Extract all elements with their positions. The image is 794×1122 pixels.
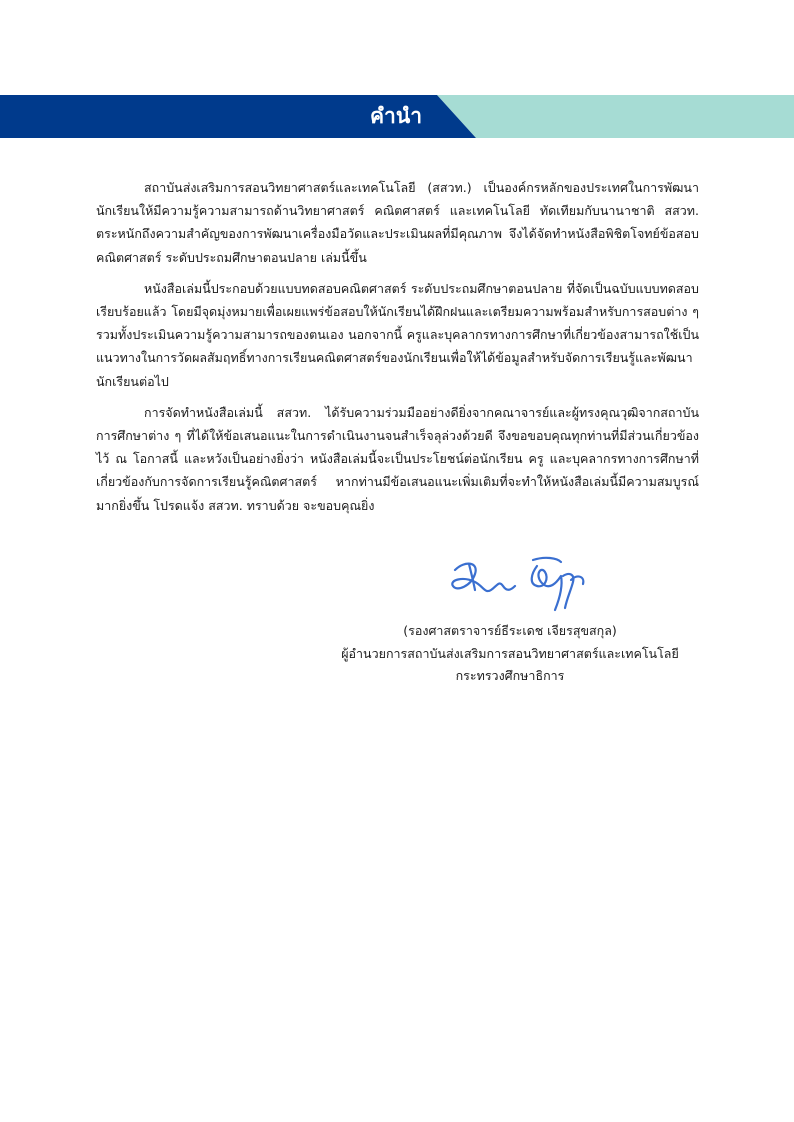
header-band-light <box>437 95 794 138</box>
signer-name: (รองศาสตราจารย์ธีระเดช เจียรสุขสกุล) <box>403 623 617 638</box>
handwritten-signature <box>445 552 595 614</box>
signoff <box>320 620 700 688</box>
paragraph-3: การจัดทำหนังสือเล่มนี้ สสวท. ได้รับความร่วมมืออย่างดียิ่งจากคณาจารย์และผู้ทรงคุณวุฒิจากสถาบันการศึกษาต่าง ๆ ที่ได้ให้ข้อเสนอแนะในการดำเนินงานจนสำเร็จลุล่วงด้วยดี จึงขอขอบคุณทุกท่านที่มีส่วนเกี่ยวข้องไว้ ณ โอกาสนี้ และหวังเป็นอย่างยิ่งว่า หนังสือเล่มนี้จะเป็นประโยชน์ต่อนักเรียน ครู และบุคลากรทางการศึกษาที่เกี่ยวข้องกับการจัดการเรียนรู้คณิตศาสตร์ หากท่านมีข้อเสนอแนะเพิ่มเติมที่จะทำให้หนังสือเล่มนี้มีความสมบูรณ์มากยิ่งขึ้น โปรดแจ้ง สสวท. ทราบด้วย จะขอบคุณยิ่ง <box>96 404 699 513</box>
signer-ministry: กระทรวงศึกษาธิการ <box>455 668 565 683</box>
paragraph-2: หนังสือเล่มนี้ประกอบด้วยแบบทดสอบคณิตศาสตร์ ระดับประถมศึกษาตอนปลาย ที่จัดเป็นฉบับแบบทดสอบเรียบร้อยแล้ว โดยมีจุดมุ่งหมายเพื่อเผยแพร่ข้อสอบให้นักเรียนได้ฝึกฝนและเตรียมความพร้อมสำหรับการสอบต่าง ๆ รวมทั้งประเมินความรู้ความสามารถของตนเอง นอกจากนี้ ครูและบุคลากรทางการศึกษาที่เกี่ยวข้องสามารถใช้เป็นแนวทางในการวัดผลสัมฤทธิ์ทางการเรียนคณิตศาสตร์ของนักเรียนเพื่อให้ได้ข้อมูลสำหรับจัดการเรียนรู้และพัฒนานักเรียนต่อไป <box>96 280 699 389</box>
signer-position: ผู้อำนวยการสถาบันส่งเสริมการสอนวิทยาศาสตร์และเทคโนโลยี <box>341 645 679 661</box>
paragraph-1: สถาบันส่งเสริมการสอนวิทยาศาสตร์และเทคโนโลยี (สสวท.) เป็นองค์กรหลักของประเทศในการพัฒนานักเรียนให้มีความรู้ความสามารถด้านวิทยาศาสตร์ คณิตศาสตร์ และเทคโนโลยี ทัดเทียมกับนานาชาติ สสวท. ตระหนักถึงความสำคัญของการพัฒนาเครื่องมือวัดและประเมินผลที่มีคุณภาพ จึงได้จัดทำหนังสือพิชิตโจทย์ข้อสอบคณิตศาสตร์ ระดับประถมศึกษาตอนปลาย เล่มนี้ขึ้น <box>96 180 699 265</box>
signature-graphic <box>445 552 595 614</box>
page-title: คำนำ <box>370 104 422 128</box>
foreword-body <box>96 176 699 525</box>
